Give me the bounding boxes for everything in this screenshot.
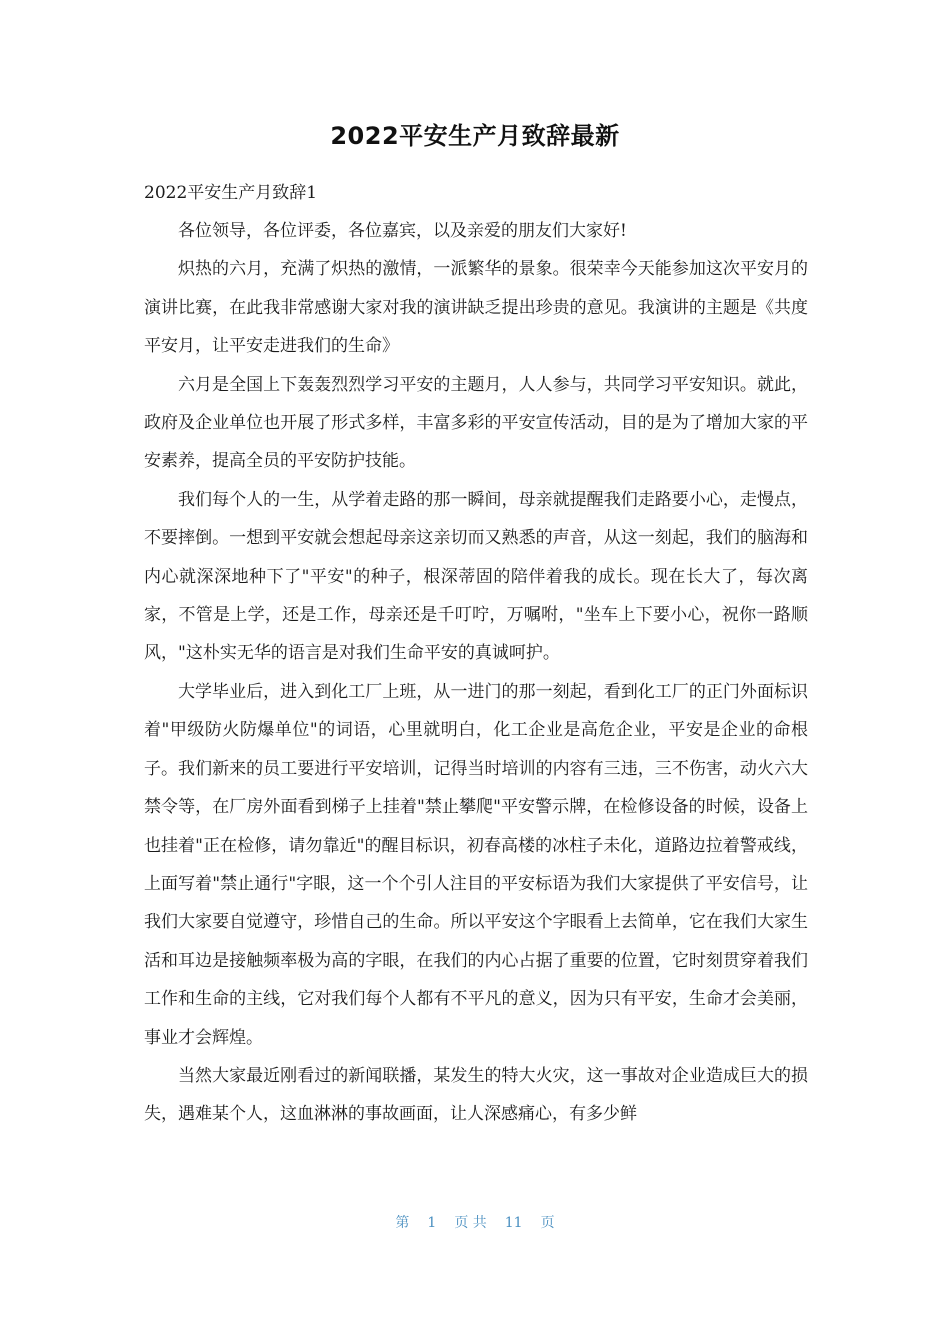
- paragraph-childhood: 我们每个人的一生，从学着走路的那一瞬间，母亲就提醒我们走路要小心，走慢点，不要摔倒。一想到平安就会想起母亲这亲切而又熟悉的声音，从这一刻起，我们的脑海和内心就深深地种下了"平安"的种子，根深蒂固的陪伴着我的成长。现在长大了，每次离家，不管是上学，还是工作，母亲还是千叮咛，万嘱咐，"坐车上下要小心，祝你一路顺风，"这朴实无华的语言是对我们生命平安的真诚呵护。: [144, 489, 808, 664]
- paragraph-news: 当然大家最近刚看过的新闻联播，某发生的特大火灾，这一事故对企业造成巨大的损失，遇难某个人，这血淋淋的事故画面，让人深感痛心，有多少鲜: [144, 1065, 808, 1125]
- footer-prefix: 第: [395, 1215, 410, 1231]
- document-title: 2022平安生产月致辞最新: [330, 122, 620, 150]
- document-body: [144, 174, 808, 1134]
- paragraph-intro: 炽热的六月，充满了炽热的激情，一派繁华的景象。很荣幸今天能参加这次平安月的演讲比赛，在此我非常感谢大家对我的演讲缺乏提出珍贵的意见。我演讲的主题是《共度平安月，让平安走进我们的生命》: [144, 259, 808, 357]
- footer-middle: 页 共: [454, 1215, 487, 1231]
- footer-total-pages: 11: [504, 1215, 523, 1231]
- page-footer: [0, 1212, 950, 1232]
- paragraph-greeting: 各位领导，各位评委，各位嘉宾，以及亲爱的朋友们大家好!: [178, 221, 627, 241]
- footer-suffix: 页: [540, 1215, 555, 1231]
- paragraph-factory: 大学毕业后，进入到化工厂上班，从一进门的那一刻起，看到化工厂的正门外面标识着"甲级防火防爆单位"的词语，心里就明白，化工企业是高危企业，平安是企业的命根子。我们新来的员工要进行平安培训，记得当时培训的内容有三违，三不伤害，动火六大禁令等，在厂房外面看到梯子上挂着"禁止攀爬"平安警示牌，在检修设备的时候，设备上也挂着"正在检修，请勿靠近"的醒目标识，初春高楼的冰柱子未化，道路边拉着警戒线，上面写着"禁止通行"字眼，这一个个引人注目的平安标语为我们大家提供了平安信号，让我们大家要自觉遵守，珍惜自己的生命。所以平安这个字眼看上去简单，它在我们大家生活和耳边是接触频率极为高的字眼，在我们的内心占据了重要的位置，它时刻贯穿着我们工作和生命的主线，它对我们每个人都有不平凡的意义，因为只有平安，生命才会美丽，事业才会辉煌。: [144, 681, 808, 1048]
- section-heading: 2022平安生产月致辞1: [144, 183, 318, 203]
- footer-page-number: 1: [427, 1215, 437, 1231]
- paragraph-safety-month: 六月是全国上下轰轰烈烈学习平安的主题月，人人参与，共同学习平安知识。就此，政府及企业单位也开展了形式多样，丰富多彩的平安宣传活动，目的是为了增加大家的平安素养，提高全员的平安防护技能。: [144, 374, 808, 472]
